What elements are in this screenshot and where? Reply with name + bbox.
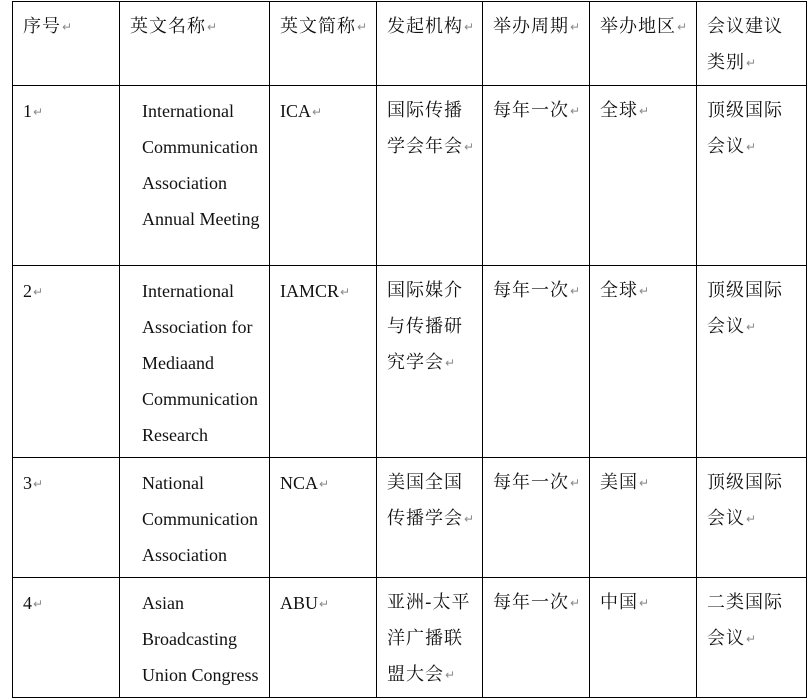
cell-abbreviation (270, 86, 377, 266)
english-name-text: International Communication Association Annual Meeting (142, 101, 260, 229)
cell-english-name (120, 86, 270, 266)
cycle-text: 每年一次 (493, 280, 569, 301)
paragraph-mark: ↵ (33, 477, 44, 491)
cell-no (13, 458, 120, 578)
region-text: 美国 (600, 472, 638, 493)
cell-region (590, 86, 697, 266)
category-text: 二类国际会议 (707, 592, 783, 649)
cell-region (590, 578, 697, 698)
abbreviation-text: NCA (280, 473, 319, 493)
table-row (13, 578, 807, 698)
cell-cycle (483, 578, 590, 698)
header-cell-cycle (483, 2, 590, 86)
paragraph-mark: ↵ (319, 597, 330, 611)
cell-category (697, 86, 807, 266)
paragraph-mark: ↵ (357, 20, 368, 34)
paragraph-mark: ↵ (639, 104, 650, 118)
organizer-text: 国际媒介与传播研究学会 (387, 280, 463, 373)
paragraph-mark: ↵ (33, 105, 44, 119)
header-abbreviation-text: 英文简称 (280, 16, 356, 37)
paragraph-mark: ↵ (746, 320, 757, 334)
cell-region (590, 266, 697, 458)
cell-organizer (377, 578, 483, 698)
header-cell-abbreviation (270, 2, 377, 86)
cell-abbreviation (270, 458, 377, 578)
cell-english-name (120, 578, 270, 698)
paragraph-mark: ↵ (340, 285, 351, 299)
abbreviation-text: ABU (280, 593, 319, 613)
cell-organizer (377, 86, 483, 266)
paragraph-mark: ↵ (445, 356, 456, 370)
cell-no (13, 86, 120, 266)
paragraph-mark: ↵ (464, 512, 475, 526)
header-cell-category (697, 2, 807, 86)
paragraph-mark: ↵ (33, 597, 44, 611)
header-cell-region (590, 2, 697, 86)
table-row (13, 86, 807, 266)
paragraph-mark: ↵ (570, 476, 581, 490)
cell-region (590, 458, 697, 578)
english-name-text: National Communication Association (142, 473, 258, 565)
paragraph-mark: ↵ (677, 20, 688, 34)
region-text: 全球 (600, 280, 638, 301)
header-english-name-text: 英文名称 (130, 16, 206, 37)
organizer-text: 国际传播学会年会 (387, 100, 463, 157)
category-text: 顶级国际会议 (707, 472, 783, 529)
region-text: 全球 (600, 100, 638, 121)
paragraph-mark: ↵ (570, 596, 581, 610)
paragraph-mark: ↵ (746, 140, 757, 154)
cell-english-name (120, 458, 270, 578)
conference-table (12, 1, 807, 698)
header-region-text: 举办地区 (600, 16, 676, 37)
cell-cycle (483, 86, 590, 266)
paragraph-mark: ↵ (639, 596, 650, 610)
paragraph-mark: ↵ (570, 20, 581, 34)
paragraph-mark: ↵ (639, 476, 650, 490)
category-text: 顶级国际会议 (707, 280, 783, 337)
cell-abbreviation (270, 266, 377, 458)
region-text: 中国 (600, 592, 638, 613)
cell-organizer (377, 266, 483, 458)
header-category-text: 会议建议类别 (707, 16, 783, 73)
header-no-text: 序号 (23, 16, 61, 37)
cycle-text: 每年一次 (493, 100, 569, 121)
paragraph-mark: ↵ (570, 104, 581, 118)
paragraph-mark: ↵ (464, 140, 475, 154)
header-cell-english-name (120, 2, 270, 86)
paragraph-mark: ↵ (639, 284, 650, 298)
header-cell-no (13, 2, 120, 86)
cell-category (697, 266, 807, 458)
cell-cycle (483, 266, 590, 458)
abbreviation-text: IAMCR (280, 281, 340, 301)
cell-category (697, 578, 807, 698)
paragraph-mark: ↵ (312, 105, 323, 119)
english-name-text: Asian Broadcasting Union Congress (142, 593, 259, 685)
paragraph-mark: ↵ (746, 56, 757, 70)
header-organizer-text: 发起机构 (387, 16, 463, 37)
paragraph-mark: ↵ (746, 512, 757, 526)
table-row (13, 266, 807, 458)
cycle-text: 每年一次 (493, 592, 569, 613)
cycle-text: 每年一次 (493, 472, 569, 493)
cell-no (13, 266, 120, 458)
category-text: 顶级国际会议 (707, 100, 783, 157)
abbreviation-text: ICA (280, 101, 311, 121)
header-cycle-text: 举办周期 (493, 16, 569, 37)
organizer-text: 美国全国传播学会 (387, 472, 463, 529)
organizer-text: 亚洲-太平洋广播联盟大会 (387, 592, 471, 685)
paragraph-mark: ↵ (570, 284, 581, 298)
header-cell-organizer (377, 2, 483, 86)
paragraph-mark: ↵ (62, 20, 73, 34)
cell-english-name (120, 266, 270, 458)
cell-organizer (377, 458, 483, 578)
paragraph-mark: ↵ (319, 477, 330, 491)
cell-abbreviation (270, 578, 377, 698)
row-number: 1 (23, 101, 32, 121)
row-number: 2 (23, 281, 32, 301)
paragraph-mark: ↵ (33, 285, 44, 299)
paragraph-mark: ↵ (464, 20, 475, 34)
cell-cycle (483, 458, 590, 578)
cell-no (13, 578, 120, 698)
header-row (13, 2, 807, 86)
paragraph-mark: ↵ (207, 20, 218, 34)
paragraph-mark: ↵ (746, 632, 757, 646)
paragraph-mark: ↵ (445, 668, 456, 682)
english-name-text: International Association for Mediaand Communication Research (142, 281, 258, 445)
row-number: 3 (23, 473, 32, 493)
table-row (13, 458, 807, 578)
cell-category (697, 458, 807, 578)
row-number: 4 (23, 593, 32, 613)
